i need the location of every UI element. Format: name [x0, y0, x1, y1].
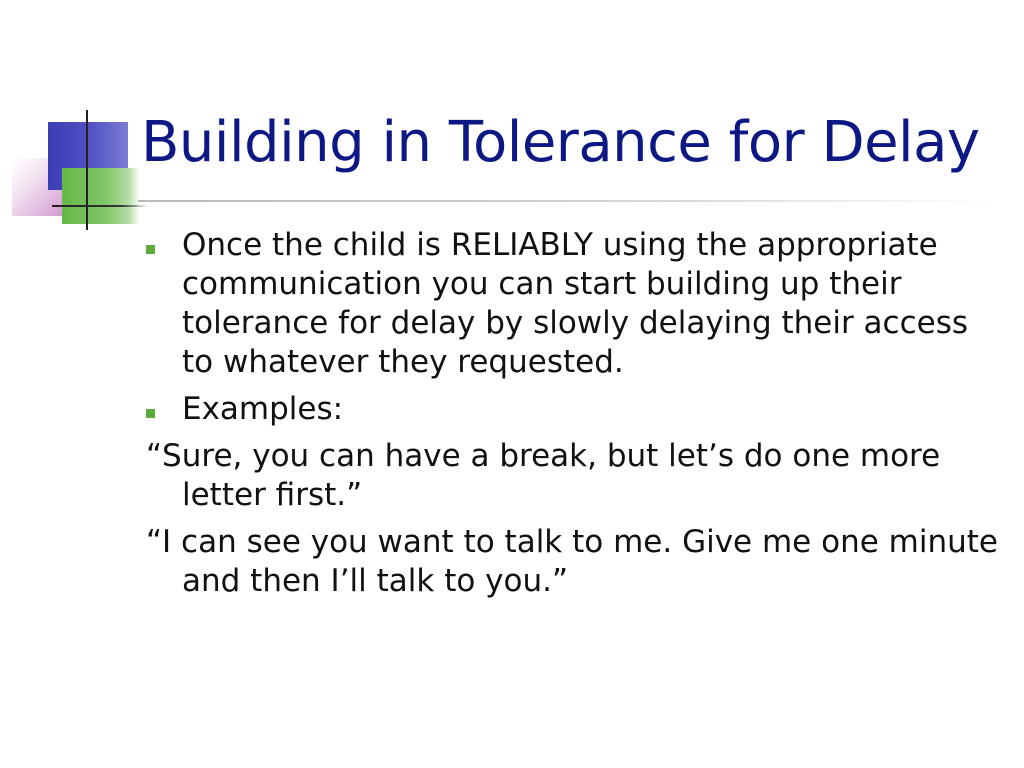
decorative-horizontal-line	[52, 205, 148, 207]
bullet-item	[146, 226, 1006, 382]
slide-body	[146, 226, 1006, 609]
title-underline	[138, 200, 1000, 202]
bullet-text: Examples:	[182, 391, 344, 427]
example-quote	[146, 523, 1006, 601]
bullet-text: Once the child is RELIABLY using the appropriate communication you can start building up their tolerance for delay by slowly delaying their access to whatever they requested.	[182, 227, 969, 380]
square-bullet-icon	[146, 409, 155, 418]
quote-text: “I can see you want to talk to me. Give me one minute and then I’ll talk to you.”	[146, 524, 998, 599]
square-bullet-icon	[146, 245, 155, 254]
quote-text: “Sure, you can have a break, but let’s do one more letter first.”	[146, 438, 941, 513]
bullet-item	[146, 390, 1006, 429]
decorative-green-square	[62, 168, 140, 224]
decorative-vertical-line	[86, 110, 88, 230]
slide-title: Building in Tolerance for Delay	[141, 110, 980, 175]
example-quote	[146, 437, 1006, 515]
